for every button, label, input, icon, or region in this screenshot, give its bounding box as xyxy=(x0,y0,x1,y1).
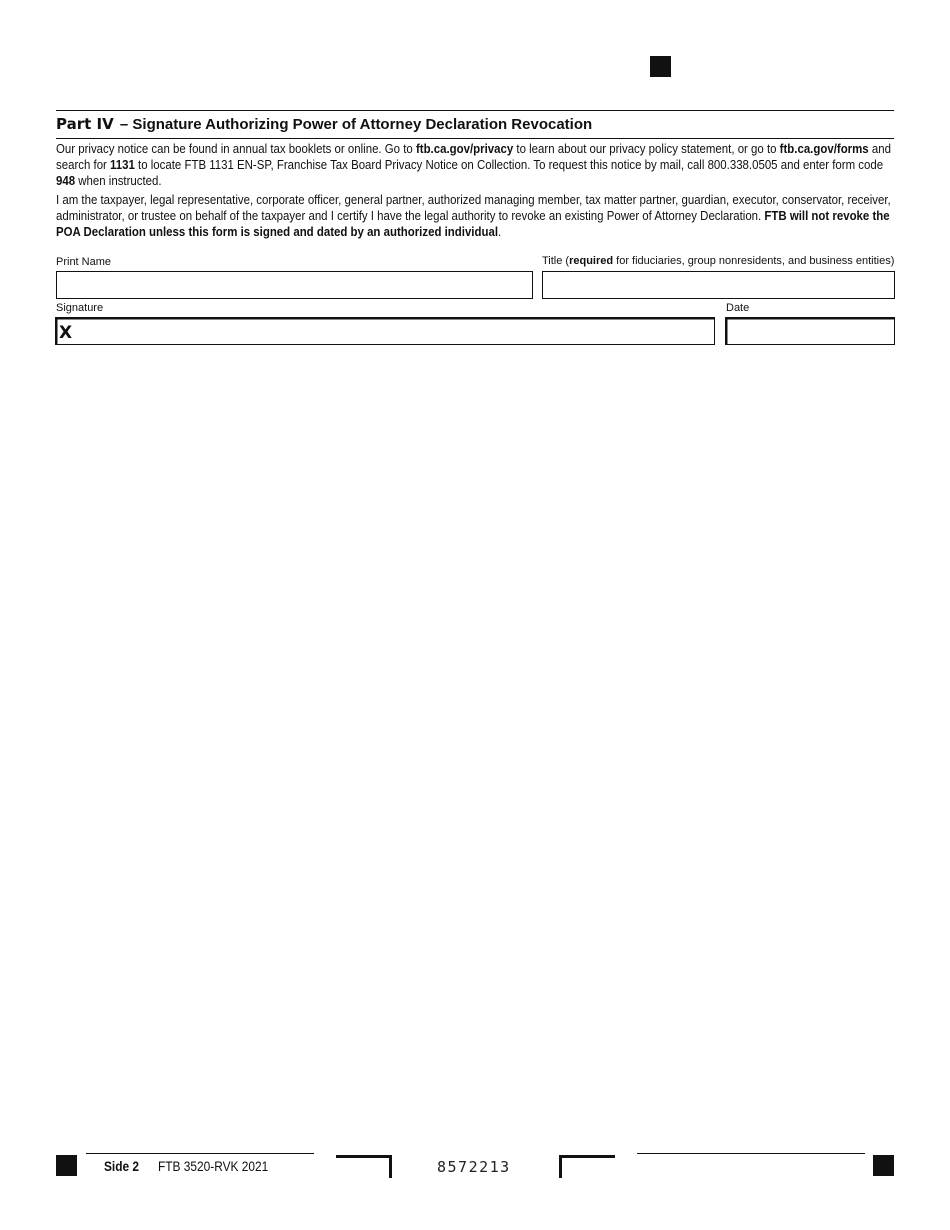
part-header-bottom-rule xyxy=(56,138,894,139)
barcode-number: 8572213 xyxy=(437,1158,511,1176)
privacy-link-ftb-forms: ftb.ca.gov/forms xyxy=(779,141,869,156)
privacy-link-ftb-privacy: ftb.ca.gov/privacy xyxy=(415,141,514,156)
footer-left-rule xyxy=(86,1153,314,1154)
privacy-form-number: 1131 xyxy=(110,157,135,172)
certify-text-2: . xyxy=(498,224,502,239)
privacy-notice-paragraph xyxy=(56,141,894,189)
corner-mark-right xyxy=(559,1155,615,1178)
corner-mark-left xyxy=(336,1155,392,1178)
part-title xyxy=(56,115,592,133)
part-header-top-rule xyxy=(56,110,894,111)
print-name-field[interactable] xyxy=(56,271,533,299)
date-label: Date xyxy=(726,302,750,314)
certify-bold-warning: FTB will not revoke the POA Declaration unless this form is signed and dated by an authorized individual xyxy=(56,208,890,239)
footer-side: Side 2 xyxy=(104,1158,140,1174)
privacy-text-3: and search for xyxy=(56,141,891,172)
privacy-text-4: to locate FTB 1131 EN-SP, Franchise Tax Board Privacy Notice on Collection. To request this notice by mail, call 800.338.0505 and enter form code xyxy=(134,157,884,172)
title-label xyxy=(542,255,894,267)
signature-label: Signature xyxy=(56,302,104,314)
title-label-post: for fiduciaries, group nonresidents, and business entities) xyxy=(613,255,895,267)
privacy-text-5: when instructed. xyxy=(75,173,162,188)
part-title-text: Signature Authorizing Power of Attorney Declaration Revocation xyxy=(132,116,593,133)
registration-mark-top xyxy=(650,56,671,77)
certification-paragraph xyxy=(56,192,894,240)
registration-mark-bottom-right xyxy=(873,1155,894,1176)
footer-right-rule xyxy=(637,1153,865,1154)
registration-mark-bottom-left xyxy=(56,1155,77,1176)
date-field[interactable] xyxy=(725,317,895,345)
print-name-label: Print Name xyxy=(56,256,112,268)
footer-form-id: FTB 3520-RVK 2021 xyxy=(158,1158,269,1174)
privacy-text-2: to learn about our privacy policy statement, or go to xyxy=(513,141,780,156)
signature-field[interactable] xyxy=(55,317,715,345)
title-field[interactable] xyxy=(542,271,895,299)
title-label-required: required xyxy=(569,255,614,267)
certify-text-1: I am the taxpayer, legal representative, corporate officer, general partner, authorized managing member, tax matter partner, guardian, executor, conservator, receiver, administrator, or trustee on behalf of the taxpayer and I certify I have the legal authority to revoke an existing Power of Attorney Declaration. xyxy=(56,192,891,223)
privacy-text-1: Our privacy notice can be found in annual tax booklets or online. Go to xyxy=(56,141,416,156)
title-label-pre: Title ( xyxy=(542,255,570,267)
privacy-form-code: 948 xyxy=(56,173,76,188)
signature-x-mark: X xyxy=(59,323,73,343)
part-dash: – xyxy=(119,116,129,133)
part-label: Part IV xyxy=(56,115,114,133)
